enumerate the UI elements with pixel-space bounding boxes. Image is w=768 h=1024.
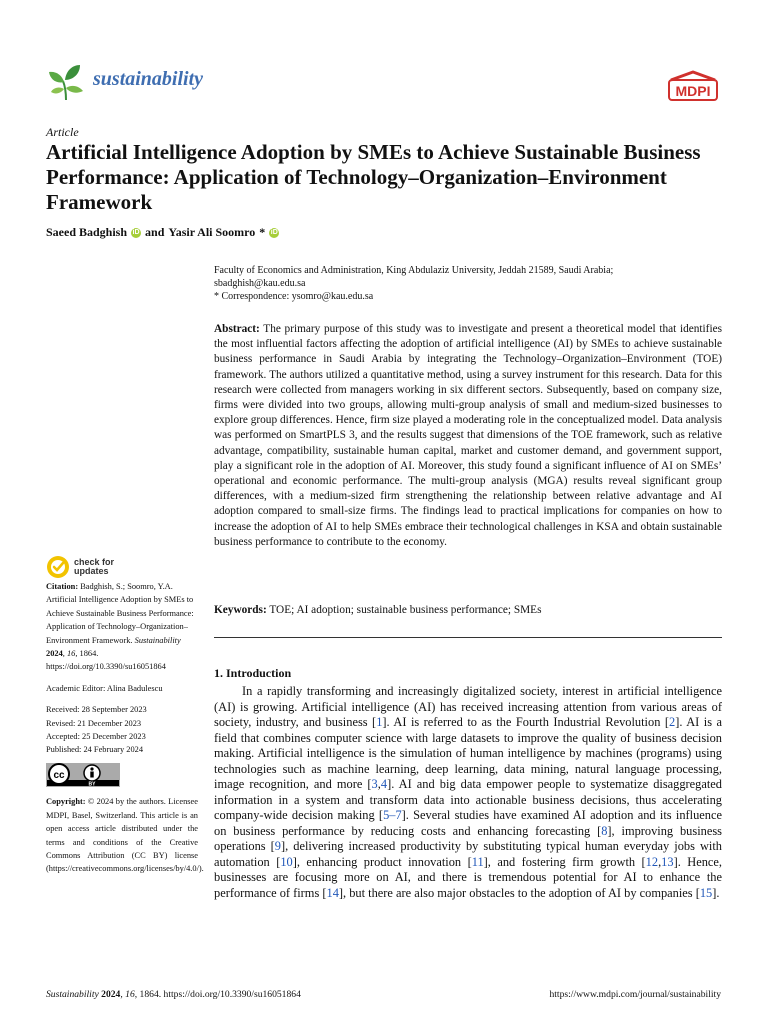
author-name[interactable]: Saeed Badghish	[46, 225, 128, 239]
footer-journal: Sustainability	[46, 989, 99, 1000]
corresponding-mark: *	[259, 225, 266, 239]
text-run: ].	[712, 885, 720, 900]
journal-name: sustainability	[93, 68, 204, 90]
keywords-text: TOE; AI adoption; sustainable business performance; SMEs	[269, 604, 542, 616]
citation-label: Citation:	[46, 582, 79, 591]
copyright-notice	[46, 795, 204, 875]
footer-citation	[46, 989, 301, 1000]
citation-journal: Sustainability	[134, 635, 181, 645]
text-run: ], but there are also major obstacles to the adoption of AI by companies [	[338, 885, 700, 900]
cc-by-label: BY	[88, 781, 96, 787]
reference-link[interactable]: 10	[280, 854, 293, 869]
author-name[interactable]: Yasir Ali Soomro	[168, 225, 256, 239]
orcid-icon[interactable]: iD	[132, 229, 140, 236]
check-updates-label	[74, 558, 114, 576]
reference-link[interactable]: 4	[380, 777, 388, 791]
abstract	[214, 322, 722, 550]
text-run: ]. AI is a field that combines computer science with large datasets to improve the quality of business decision making. Artificial intelligence is the simulation of human intelligence by machines (programs) using technologies such as machine learning, deep learning, data mining, natural language processing, image recognition, and more [	[214, 715, 722, 791]
abstract-label: Abstract:	[214, 323, 260, 335]
text-run: ], delivering increased productivity by substituting typical human everyday jobs with automation [	[214, 839, 722, 869]
svg-text:cc: cc	[53, 769, 65, 781]
reference-link[interactable]: 15	[699, 885, 713, 900]
text-run: ], enhancing product innovation [	[292, 854, 472, 869]
reference-link[interactable]: 14	[326, 885, 339, 900]
affiliation-line: Faculty of Economics and Administration, King Abdulaziz University, Jeddah 21589, Saudi Arabia;	[214, 265, 614, 276]
text-run: ], and fostering firm growth [	[483, 854, 646, 869]
text-run: ,	[377, 777, 381, 791]
citation-doi-link[interactable]: https://doi.org/10.3390/su16051864	[46, 662, 166, 672]
cc-by-license-icon[interactable]	[46, 763, 120, 787]
intro-paragraph	[214, 684, 722, 901]
mdpi-logo-icon	[667, 70, 719, 102]
keywords-label: Keywords:	[214, 604, 267, 616]
author-email[interactable]: sbadghish@kau.edu.sa	[214, 278, 306, 289]
revised-date: Revised: 21 December 2023	[46, 718, 142, 728]
text-run: ], improving business operations [	[214, 823, 722, 853]
footer-journal-url[interactable]: https://www.mdpi.com/journal/sustainability	[549, 989, 721, 1000]
correspondence-line: * Correspondence: ysomro@kau.edu.sa	[214, 291, 374, 302]
abstract-text: The primary purpose of this study was to investigate and present a theoretical model that identifies the most influential factors affecting the adoption of artificial intelligence (AI) by SMEs to achieve sustainable business performance in Saudi Arabia by integrating the Technology–Organization–Environment (TOE) framework. The authors utilized a quantitative method, using a survey instrument for this research. Data for this research were collected from managers working in six different sectors. Subsequently, based on company size, firms were divided into two groups, allowing multi-group analysis of small and medium-sized businesses to explore group differences. Hence, firm size played a moderating role in the conceptualized model. Data analysis was performed on SmartPLS 3, and the results suggest that dimensions of the TOE framework, such as relative advantage, compatibility, sustainable human capital, market and customer demand, and government support, play a significant role in the adoption of AI. Moreover, this study found a significant influence of AI on SMEs’ operational and economic performance. The multi-group analysis (MGA) results reveal significant group differences, with a medium-sized firm strengthening the relationship between relative advantage and AI adoption compared to small-size firms. The findings lead to practical implications for companies on how to increase the adoption of AI to help SMEs embrace their technological challenges in KSA and obtain sustainable business performance to contribute to the economy.	[214, 323, 722, 548]
check-updates-line: check for	[74, 557, 115, 567]
text-run: ]. Several studies have examined AI adoption and its influence on business performance by reducing costs and enhancing forecasting [	[214, 808, 722, 838]
text-run: ,	[658, 854, 662, 869]
author-separator: and	[145, 225, 165, 239]
copyright-text: © 2024 by the authors. Licensee MDPI, Basel, Switzerland. This article is an open access article distributed under the terms and conditions of the Creative Commons Attribution (CC BY) license (https://creativecommons.org/licenses/by/4.0/).	[46, 797, 204, 874]
reference-link[interactable]: 5–7	[383, 808, 402, 822]
check-for-updates-button[interactable]	[46, 555, 114, 579]
reference-link[interactable]: 3	[371, 777, 378, 791]
copyright-label: Copyright:	[46, 797, 86, 807]
reference-link[interactable]: 8	[601, 823, 608, 838]
section-heading: 1. Introduction	[214, 666, 292, 680]
received-date: Received: 28 September 2023	[46, 705, 147, 715]
citation-volume: , 16	[62, 649, 76, 659]
citation-year: 2024	[46, 649, 63, 659]
text-run: In a rapidly transforming and increasingly digitalized society, interest in artificial intelligence (AI) is growing. Artificial intelligence (AI) has received increasing attention from various areas of society, industry, and business [	[214, 684, 722, 729]
article-type-label: Article	[46, 125, 79, 139]
footer-year: 2024	[98, 989, 121, 1000]
footer-doi[interactable]: , 1864. https://doi.org/10.3390/su16051864	[134, 989, 301, 1000]
text-run: ]. AI and big data empower people to systematize disaggregated information in a system and transform data into actionable business decisions, thus accelerating company-wide decision making [	[214, 777, 723, 822]
academic-editor: Academic Editor: Alina Badulescu	[46, 683, 163, 693]
citation-pages: , 1864.	[75, 649, 99, 659]
citation-text: Badghish, S.; Soomro, Y.A. Artificial Intelligence Adoption by SMEs to Achieve Sustainable Business Performance: Application of Technology–Organization–Environment Framework.	[46, 582, 194, 645]
reference-link[interactable]: 13	[661, 854, 674, 869]
citation	[46, 580, 198, 674]
article-title: Artificial Intelligence Adoption by SMEs to Achieve Sustainable Business Performance: Application of Technology–Organization–Environment Framework	[46, 140, 701, 214]
text-run: ]. Hence, businesses are focusing more on AI, and there is tremendous potential for AI to enhance the performance of firms [	[214, 854, 722, 900]
reference-link[interactable]: 2	[669, 715, 676, 729]
author-list	[46, 225, 279, 240]
check-updates-line: updates	[74, 566, 109, 576]
published-date: Published: 24 February 2024	[46, 745, 144, 755]
accepted-date: Accepted: 25 December 2023	[46, 732, 146, 742]
reference-link[interactable]: 11	[471, 854, 484, 869]
orcid-icon[interactable]: iD	[270, 229, 278, 236]
text-run: ]. AI is referred to as the Fourth Industrial Revolution [	[382, 715, 669, 729]
reference-link[interactable]: 1	[376, 715, 383, 729]
reference-link[interactable]: 12	[645, 854, 659, 869]
journal-leaf-logo-icon	[46, 62, 86, 102]
footer-volume: , 16	[120, 989, 135, 1000]
reference-link[interactable]: 9	[274, 839, 281, 853]
section-divider	[214, 637, 722, 638]
keywords	[214, 604, 722, 616]
article-sidebar	[46, 580, 204, 876]
affiliation-block	[214, 264, 734, 303]
publisher-name: MDPI	[675, 83, 711, 99]
check-updates-icon	[46, 555, 70, 579]
